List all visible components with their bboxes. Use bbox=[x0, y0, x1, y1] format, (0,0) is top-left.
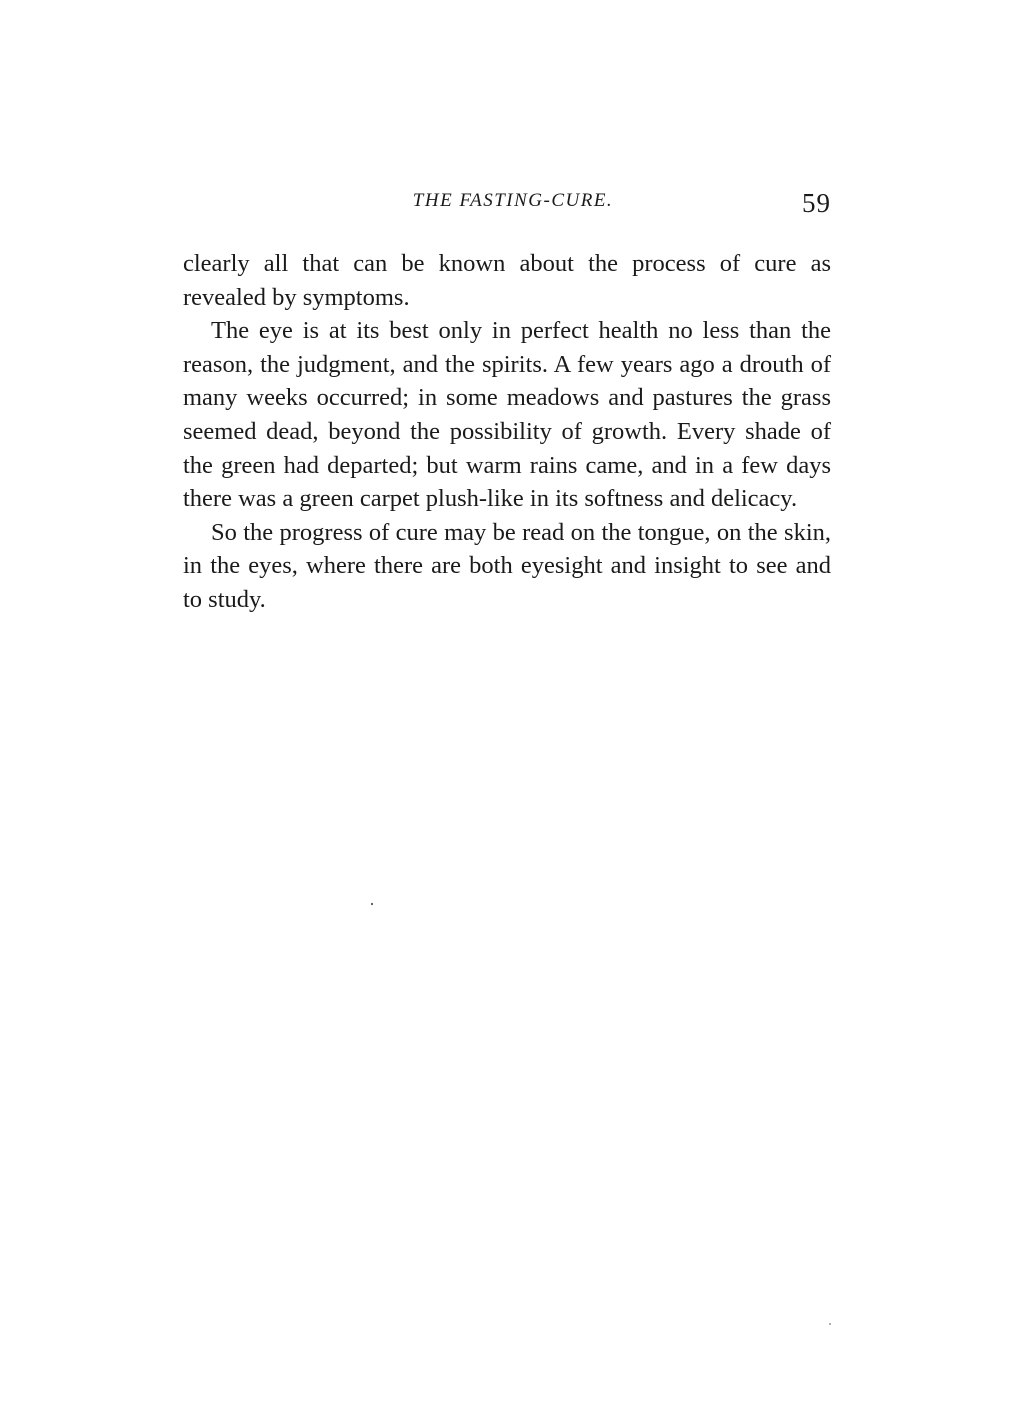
paragraph-eye-health: The eye is at its best only in perfect health no less than the reason, the judgment, and the spirits. A few years ago a drouth of many weeks occurred; in some meadows and pastures the grass seemed dead, beyond the possibility of growth. Every shade of the green had departed; but warm rains came, and in a few days there was a green carpet plush-like in its softness and delicacy. bbox=[183, 317, 831, 513]
running-head bbox=[183, 188, 831, 228]
paragraph-continuation: clearly all that can be known about the process of cure as revealed by symptoms. bbox=[183, 250, 831, 311]
body-text bbox=[183, 247, 831, 617]
paragraph-progress-of-cure: So the progress of cure may be read on the tongue, on the skin, in the eyes, where there are both eyesight and insight to see and to study. bbox=[183, 518, 831, 613]
scan-speck-mark bbox=[829, 1323, 831, 1325]
scan-speck-mark bbox=[371, 903, 373, 905]
page-number: 59 bbox=[802, 188, 831, 218]
running-title: THE FASTING-CURE. bbox=[412, 190, 614, 211]
